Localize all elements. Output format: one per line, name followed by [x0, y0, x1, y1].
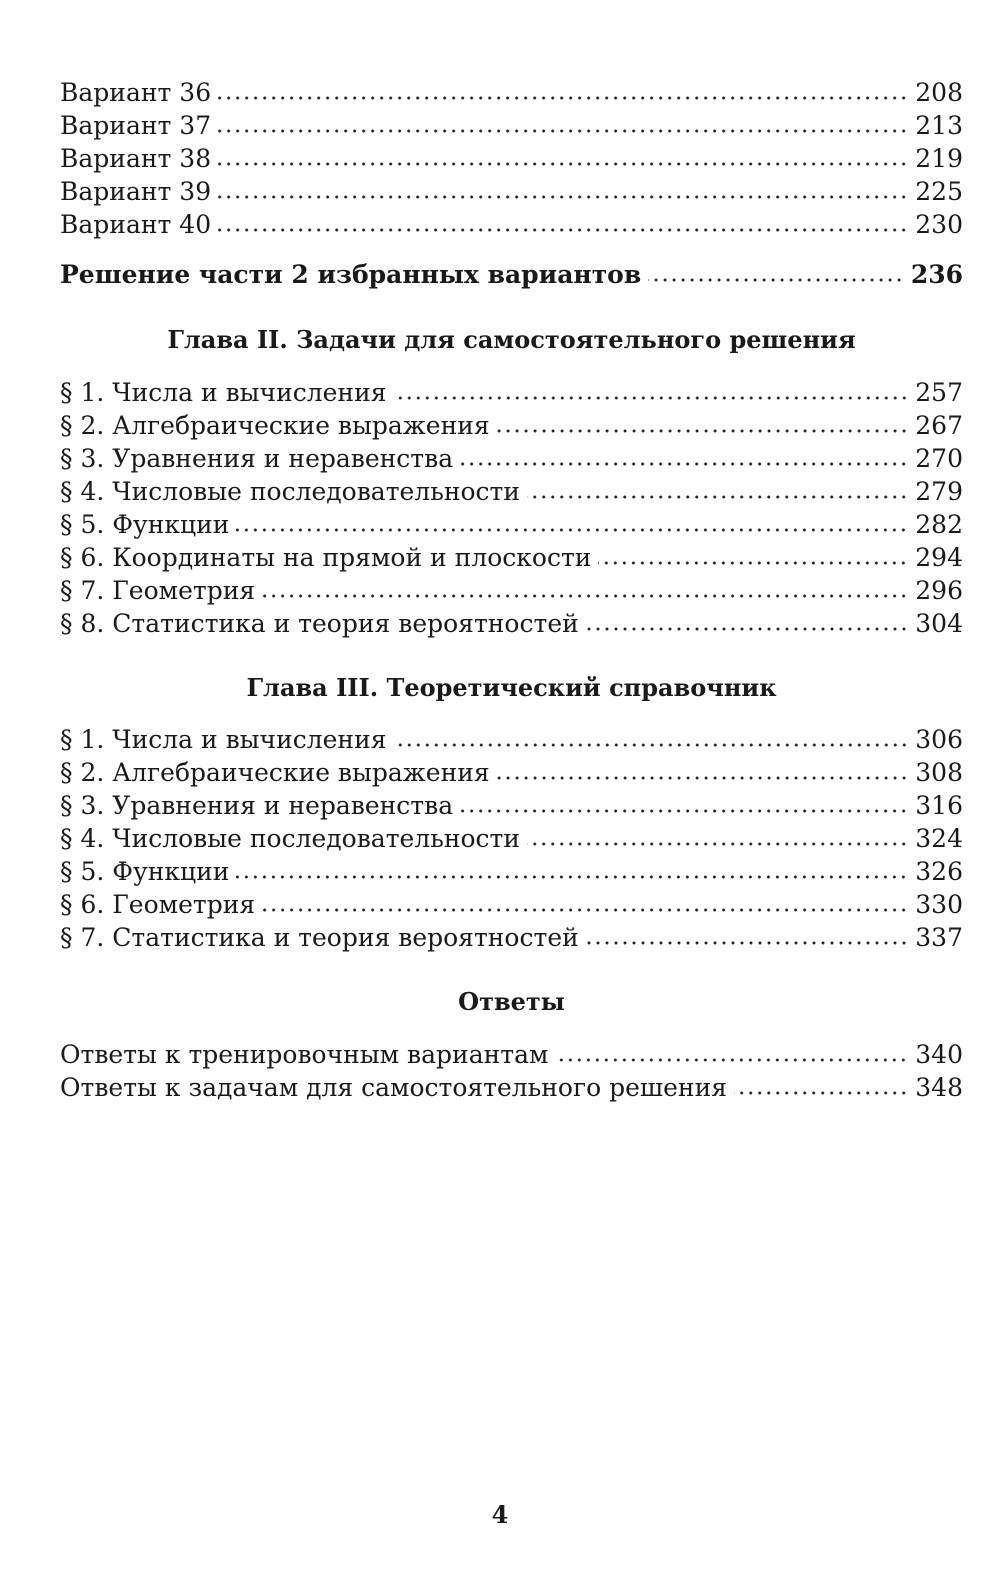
entry-label: § 5. Функции	[60, 857, 230, 886]
page-number: 4	[491, 1500, 509, 1529]
dot-leader	[218, 96, 908, 100]
chapter-3-list	[60, 723, 963, 954]
dot-leader	[262, 594, 908, 598]
entry-label: § 1. Числа и вычисления	[60, 378, 387, 407]
toc-entry-variant-36[interactable]	[60, 76, 963, 109]
dot-leader	[527, 495, 908, 499]
entry-label: Решение части 2 избранных вариантов	[60, 260, 642, 289]
entry-page: 304	[915, 609, 963, 638]
toc-entry[interactable]	[60, 574, 963, 607]
chapter-2-list	[60, 376, 963, 640]
entry-label: Ответы к задачам для самостоятельного решения	[60, 1073, 728, 1102]
toc-entry[interactable]	[60, 475, 963, 508]
dot-leader	[734, 1091, 908, 1095]
entry-page: 330	[915, 890, 963, 919]
dot-leader	[218, 129, 908, 133]
entry-label: Вариант 37	[60, 111, 212, 140]
toc-entry[interactable]	[60, 409, 963, 442]
entry-label: Вариант 38	[60, 144, 212, 173]
dot-leader	[236, 875, 908, 879]
toc-entry[interactable]	[60, 376, 963, 409]
toc-entry-solutions[interactable]	[60, 258, 963, 291]
toc-entry[interactable]	[60, 921, 963, 954]
entry-page: 282	[915, 510, 963, 539]
entry-page: 340	[915, 1040, 963, 1069]
dot-leader	[218, 162, 908, 166]
dot-leader	[262, 908, 908, 912]
entry-page: 306	[915, 725, 963, 754]
answers-list	[60, 1038, 963, 1104]
entry-label: § 8. Статистика и теория вероятностей	[60, 609, 579, 638]
entry-page: 326	[915, 857, 963, 886]
variants-list	[60, 76, 963, 241]
dot-leader	[586, 627, 909, 631]
entry-label: § 5. Функции	[60, 510, 230, 539]
entry-page: 219	[915, 144, 963, 173]
dot-leader	[460, 462, 908, 466]
dot-leader	[555, 1058, 908, 1062]
entry-page: 294	[915, 543, 963, 572]
entry-label: § 2. Алгебраические выражения	[60, 758, 490, 787]
entry-label: Вариант 39	[60, 177, 212, 206]
entry-label: § 6. Координаты на прямой и плоскости	[60, 543, 592, 572]
entry-page: 267	[915, 411, 963, 440]
solutions-entry-block	[60, 258, 963, 291]
entry-label: § 3. Уравнения и неравенства	[60, 791, 454, 820]
entry-page: 230	[915, 210, 963, 239]
entry-page: 337	[915, 923, 963, 952]
dot-leader	[497, 776, 909, 780]
dot-leader	[586, 941, 909, 945]
entry-label: Ответы к тренировочным вариантам	[60, 1040, 549, 1069]
dot-leader	[527, 842, 908, 846]
entry-label: § 4. Числовые последовательности	[60, 824, 521, 853]
entry-page: 324	[915, 824, 963, 853]
toc-entry[interactable]	[60, 607, 963, 640]
entry-label: § 2. Алгебраические выражения	[60, 411, 490, 440]
toc-entry-variant-40[interactable]	[60, 208, 963, 241]
dot-leader	[218, 195, 908, 199]
entry-page: 348	[915, 1073, 963, 1102]
toc-entry[interactable]	[60, 508, 963, 541]
dot-leader	[460, 809, 908, 813]
dot-leader	[218, 228, 908, 232]
entry-page: 270	[915, 444, 963, 473]
toc-entry-variant-38[interactable]	[60, 142, 963, 175]
toc-entry[interactable]	[60, 1071, 963, 1104]
chapter-2-title: Глава II. Задачи для самостоятельного решения	[167, 325, 856, 354]
dot-leader	[394, 743, 909, 747]
toc-entry[interactable]	[60, 888, 963, 921]
toc-entry-variant-37[interactable]	[60, 109, 963, 142]
entry-label: § 3. Уравнения и неравенства	[60, 444, 454, 473]
dot-leader	[394, 396, 909, 400]
entry-label: § 7. Геометрия	[60, 576, 256, 605]
toc-entry[interactable]	[60, 541, 963, 574]
entry-page: 308	[915, 758, 963, 787]
entry-page: 257	[915, 378, 963, 407]
toc-entry[interactable]	[60, 442, 963, 475]
entry-page: 236	[910, 260, 963, 289]
dot-leader	[648, 278, 904, 282]
entry-label: Вариант 36	[60, 78, 212, 107]
entry-label: Вариант 40	[60, 210, 212, 239]
entry-page: 213	[915, 111, 963, 140]
entry-label: § 4. Числовые последовательности	[60, 477, 521, 506]
dot-leader	[598, 561, 908, 565]
toc-entry[interactable]	[60, 756, 963, 789]
dot-leader	[236, 528, 908, 532]
answers-title: Ответы	[458, 987, 565, 1016]
toc-entry[interactable]	[60, 789, 963, 822]
dot-leader	[497, 429, 909, 433]
toc-entry[interactable]	[60, 822, 963, 855]
entry-page: 225	[915, 177, 963, 206]
entry-page: 316	[915, 791, 963, 820]
toc-entry-variant-39[interactable]	[60, 175, 963, 208]
toc-entry[interactable]	[60, 855, 963, 888]
entry-label: § 6. Геометрия	[60, 890, 256, 919]
entry-page: 279	[915, 477, 963, 506]
entry-label: § 1. Числа и вычисления	[60, 725, 387, 754]
entry-page: 208	[915, 78, 963, 107]
entry-label: § 7. Статистика и теория вероятностей	[60, 923, 579, 952]
toc-entry[interactable]	[60, 1038, 963, 1071]
entry-page: 296	[915, 576, 963, 605]
chapter-3-title: Глава III. Теоретический справочник	[246, 673, 777, 702]
toc-entry[interactable]	[60, 723, 963, 756]
